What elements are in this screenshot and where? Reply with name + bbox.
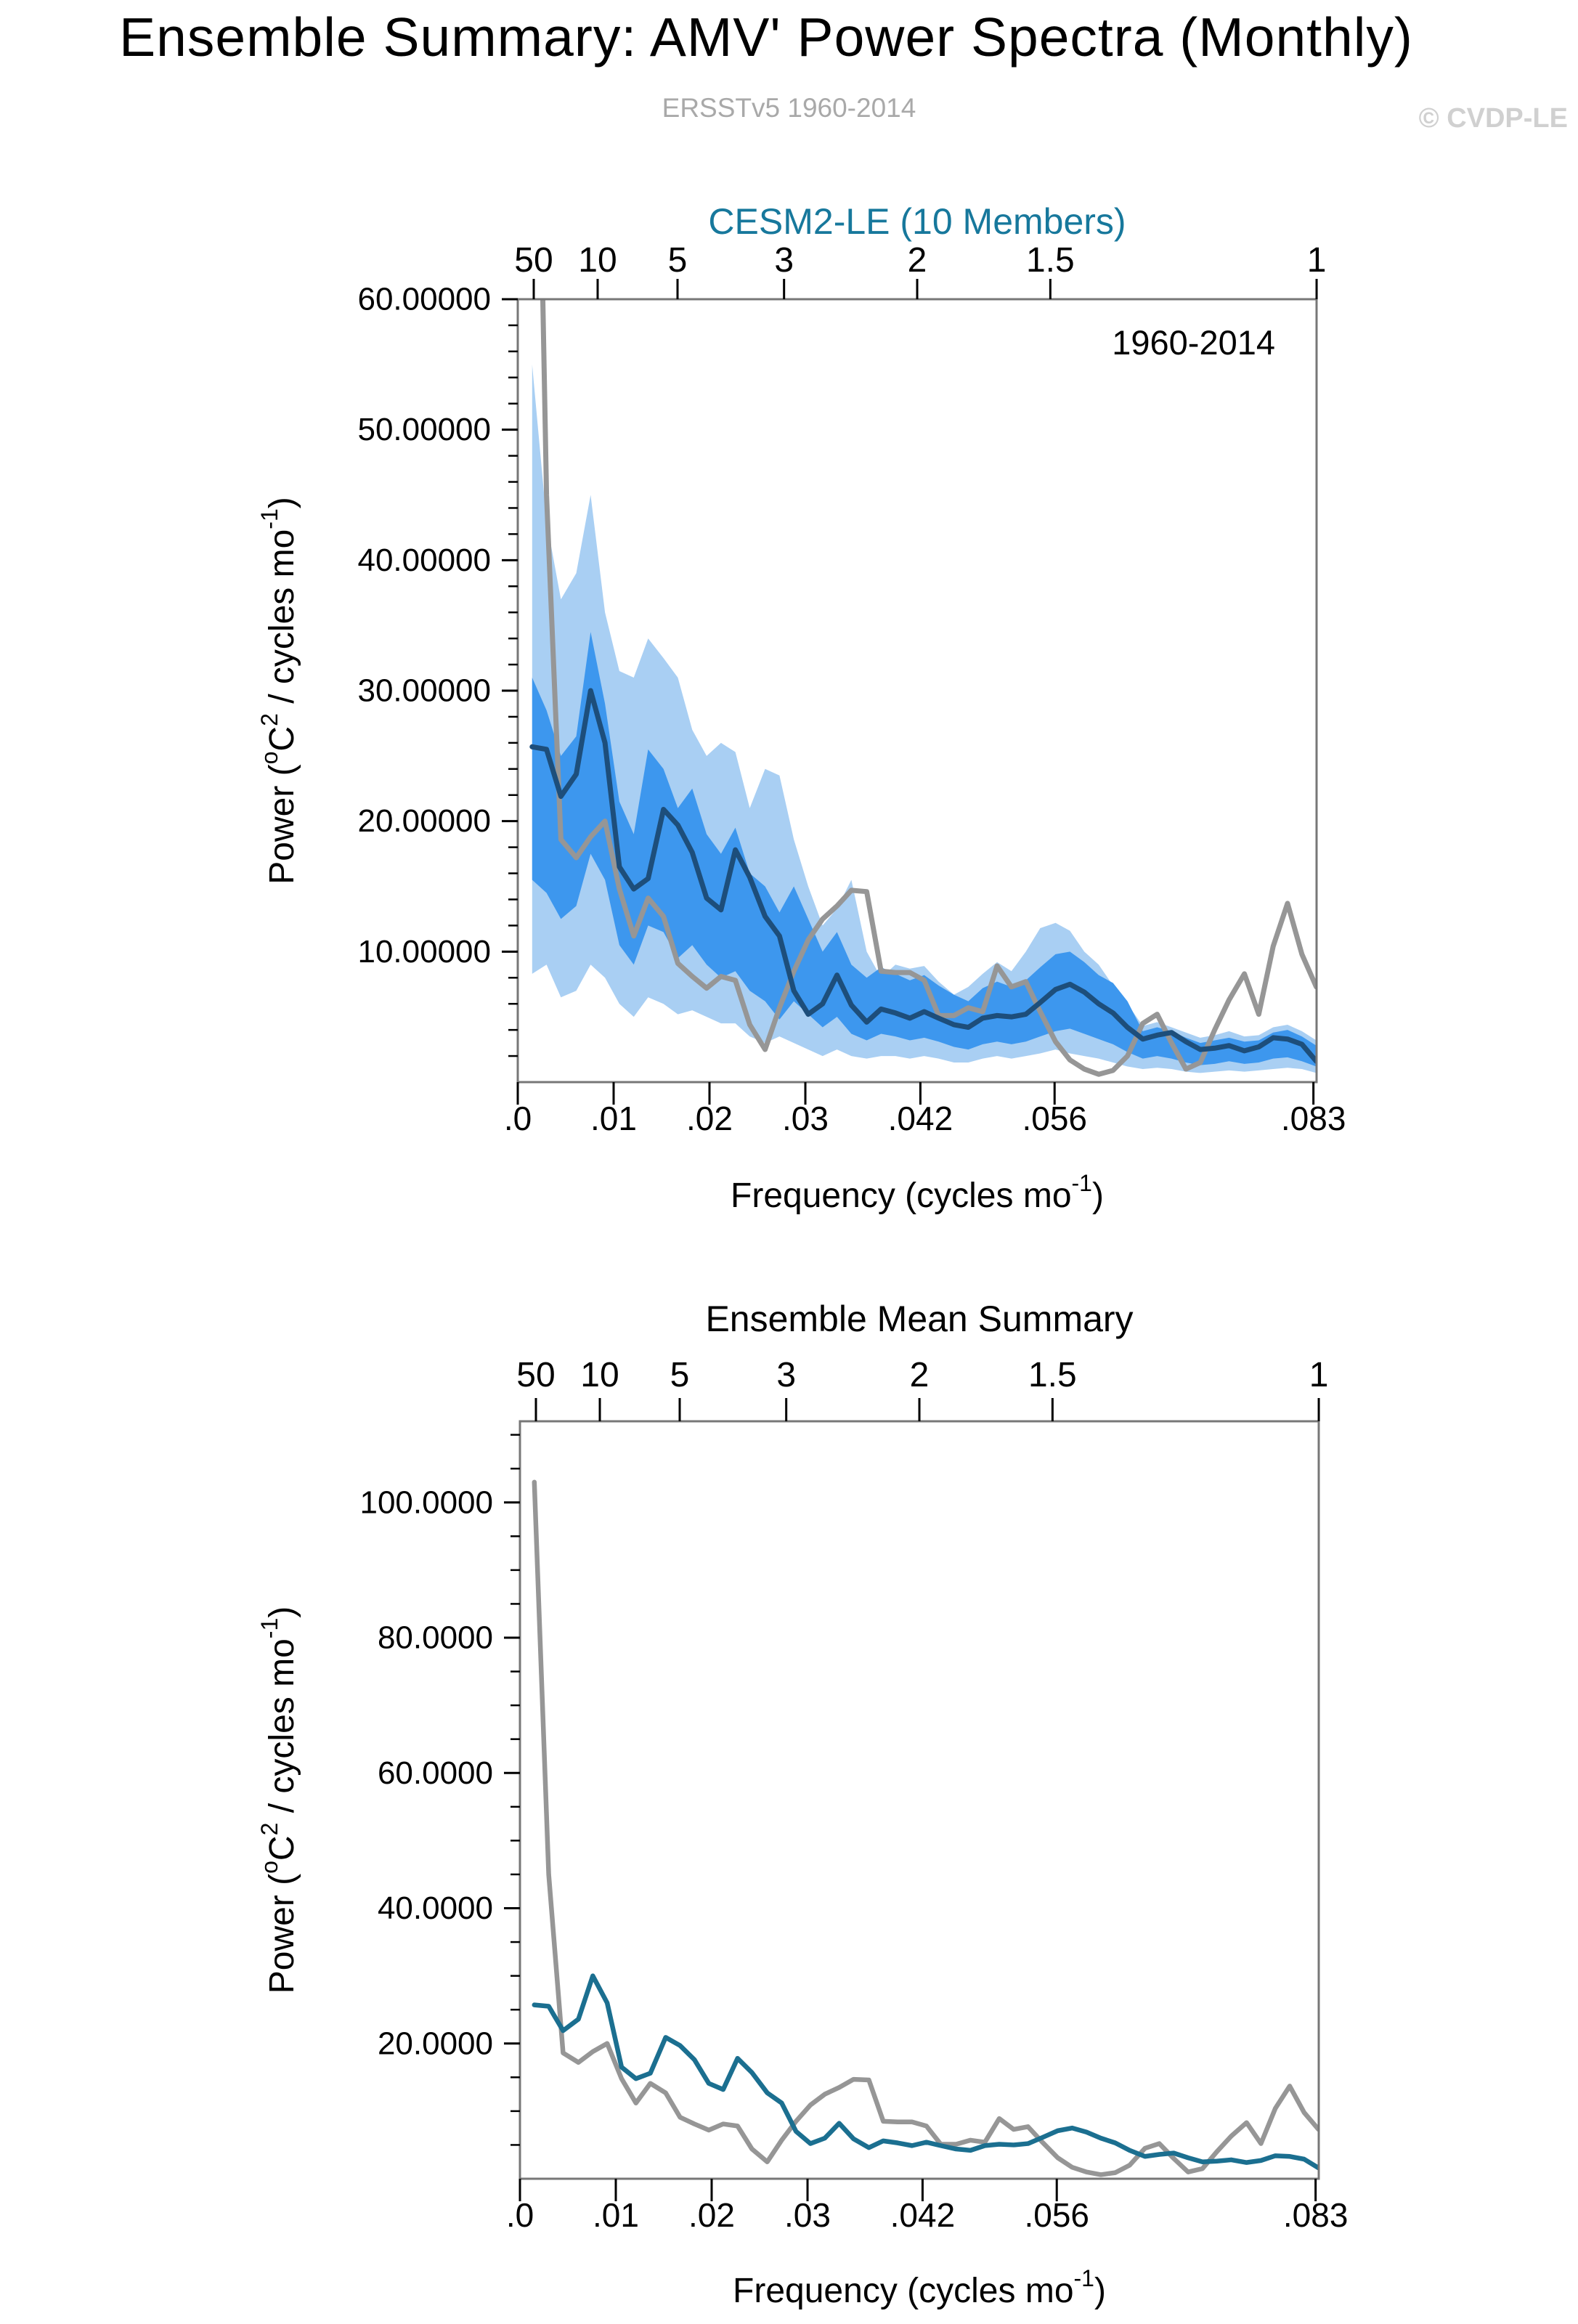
svg-text:.0: .0 — [503, 1100, 532, 1137]
plot-frame — [520, 1421, 1319, 2179]
svg-text:.083: .083 — [1280, 1100, 1346, 1137]
svg-text:2: 2 — [907, 241, 927, 280]
svg-text:80.0000: 80.0000 — [377, 1620, 493, 1656]
min-max-band — [532, 365, 1317, 1073]
svg-text:50.00000: 50.00000 — [357, 412, 491, 448]
ensemble-mean-line — [534, 1976, 1319, 2168]
svg-text:10: 10 — [578, 241, 617, 280]
svg-text:20.0000: 20.0000 — [377, 2026, 493, 2062]
page-title: Ensemble Summary: AMV' Power Spectra (Monthly) — [119, 7, 1413, 68]
page-subtitle: ERSSTv5 1960-2014 — [662, 93, 916, 123]
bottom-plot — [256, 1299, 1348, 2310]
watermark: © CVDP-LE — [1418, 103, 1568, 134]
svg-text:.056: .056 — [1024, 2196, 1089, 2234]
svg-text:5: 5 — [667, 241, 688, 280]
plot-data-area — [534, 1482, 1319, 2175]
svg-text:3: 3 — [774, 241, 794, 280]
y-axis-ticks — [357, 282, 518, 1057]
svg-text:5: 5 — [670, 1356, 690, 1394]
svg-text:100.0000: 100.0000 — [359, 1484, 493, 1521]
plot-title: CESM2-LE (10 Members) — [708, 201, 1126, 242]
svg-text:60.00000: 60.00000 — [357, 281, 491, 317]
svg-text:3: 3 — [776, 1356, 797, 1394]
x-axis-title: Frequency (cycles $mo^{-1}$) — [733, 2265, 1106, 2310]
svg-text:.083: .083 — [1282, 2196, 1349, 2234]
svg-text:.0: .0 — [505, 2196, 534, 2234]
svg-text:20.00000: 20.00000 — [357, 803, 491, 840]
top-plot — [256, 0, 1346, 1215]
svg-text:1: 1 — [1306, 241, 1327, 280]
svg-text:30.00000: 30.00000 — [357, 673, 491, 709]
svg-text:40.00000: 40.00000 — [357, 542, 491, 578]
svg-text:1.5: 1.5 — [1025, 241, 1075, 280]
svg-text:50: 50 — [516, 1356, 556, 1394]
svg-text:.03: .03 — [784, 2196, 831, 2234]
svg-text:.042: .042 — [890, 2196, 956, 2234]
plot-annotation: 1960-2014 — [1112, 323, 1275, 362]
svg-text:10: 10 — [580, 1356, 619, 1394]
svg-text:60.0000: 60.0000 — [377, 1755, 493, 1791]
x-axis-ticks — [506, 2179, 1349, 2234]
svg-text:.01: .01 — [593, 2196, 639, 2234]
y-axis-title: Power ($^oC^2$ / cycles $mo^{-1}$) — [256, 1606, 301, 1994]
svg-text:.056: .056 — [1022, 1100, 1087, 1137]
svg-text:.042: .042 — [887, 1100, 953, 1137]
svg-text:2: 2 — [909, 1356, 930, 1394]
x-axis-title: Frequency (cycles $mo^{-1}$) — [731, 1170, 1104, 1215]
svg-text:1.5: 1.5 — [1028, 1356, 1077, 1394]
svg-text:.02: .02 — [686, 1100, 733, 1137]
svg-text:.03: .03 — [782, 1100, 829, 1137]
svg-text:10.00000: 10.00000 — [357, 933, 491, 970]
plot-data-area — [532, 0, 1317, 1074]
svg-text:50: 50 — [514, 241, 553, 280]
svg-text:1: 1 — [1309, 1356, 1329, 1394]
svg-text:40.0000: 40.0000 — [377, 1890, 493, 1926]
y-axis-ticks — [359, 1435, 520, 2145]
svg-text:.01: .01 — [590, 1100, 637, 1137]
svg-text:.02: .02 — [688, 2196, 735, 2234]
x-axis-ticks — [504, 1082, 1346, 1137]
y-axis-title: Power ($^oC^2$ / cycles $mo^{-1}$) — [256, 497, 301, 885]
plot-title: Ensemble Mean Summary — [705, 1299, 1134, 1339]
period-axis-ticks — [516, 1356, 1328, 1421]
period-axis-ticks — [514, 241, 1326, 299]
